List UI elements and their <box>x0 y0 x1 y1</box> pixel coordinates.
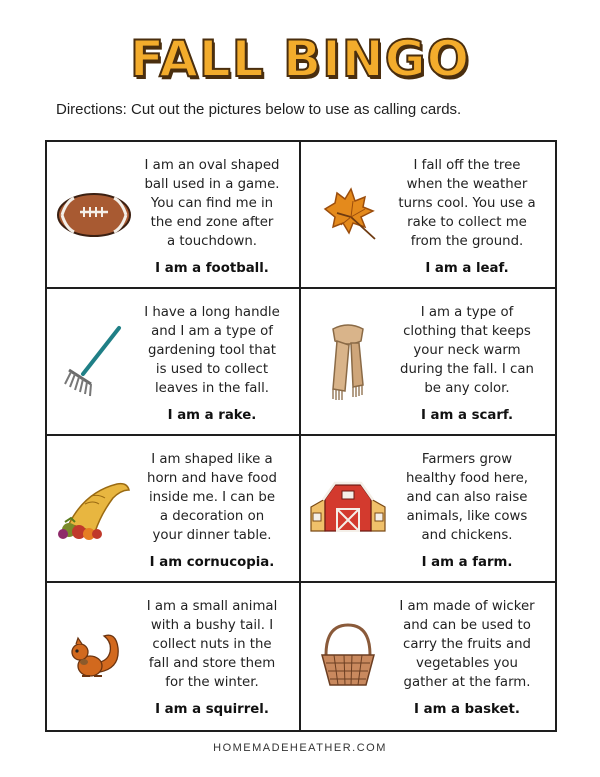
calling-card-basket <box>301 583 555 730</box>
answer-text: I am a rake. <box>167 408 257 423</box>
football-icon <box>55 170 133 260</box>
riddle-text: I fall off the tree when the weather turns cool. You use a rake to collect me from the ground. <box>398 158 536 249</box>
answer-text: I am a squirrel. <box>155 702 269 717</box>
riddle-text: I am made of wicker and can be used to carry the fruits and vegetables you gather at the farm. <box>399 599 535 690</box>
bingo-card-grid <box>45 140 557 732</box>
calling-card-football <box>47 142 301 289</box>
answer-text: I am a farm. <box>421 555 513 570</box>
page-title: FALL BINGO <box>129 30 471 88</box>
footer-website: HOMEMADEHEATHER.COM <box>213 742 387 754</box>
calling-card-scarf <box>301 289 555 436</box>
calling-card-leaf <box>301 142 555 289</box>
riddle-text: I have a long handle and I am a type of gardening tool that is used to collect leaves in the fall. <box>144 305 280 396</box>
squirrel-icon <box>55 611 133 701</box>
leaf-icon <box>309 170 387 260</box>
scarf-icon <box>309 317 387 407</box>
calling-card-rake <box>47 289 301 436</box>
riddle-text: I am an oval shaped ball used in a game. You can find me in the end zone after a touchdown. <box>144 158 280 249</box>
calling-card-farm <box>301 436 555 583</box>
answer-text: I am a basket. <box>414 702 520 717</box>
riddle-text: I am shaped like a horn and have food inside me. I can be a decoration on your dinner table. <box>147 452 277 543</box>
calling-card-cornucopia <box>47 436 301 583</box>
basket-icon <box>309 611 387 701</box>
riddle-text: Farmers grow healthy food here, and can also raise animals, like cows and chickens. <box>406 452 528 543</box>
riddle-text: I am a type of clothing that keeps your neck warm during the fall. I can be any color. <box>400 305 534 396</box>
calling-card-squirrel <box>47 583 301 730</box>
riddle-text: I am a small animal with a bushy tail. I collect nuts in the fall and store them for the winter. <box>146 599 278 690</box>
answer-text: I am a scarf. <box>420 408 514 423</box>
answer-text: I am cornucopia. <box>149 555 275 570</box>
directions-text: Directions: Cut out the pictures below to use as calling cards. <box>56 101 462 118</box>
answer-text: I am a football. <box>155 261 269 276</box>
barn-icon <box>309 464 387 554</box>
answer-text: I am a leaf. <box>425 261 509 276</box>
cornucopia-icon <box>55 464 133 554</box>
rake-icon <box>55 317 133 407</box>
